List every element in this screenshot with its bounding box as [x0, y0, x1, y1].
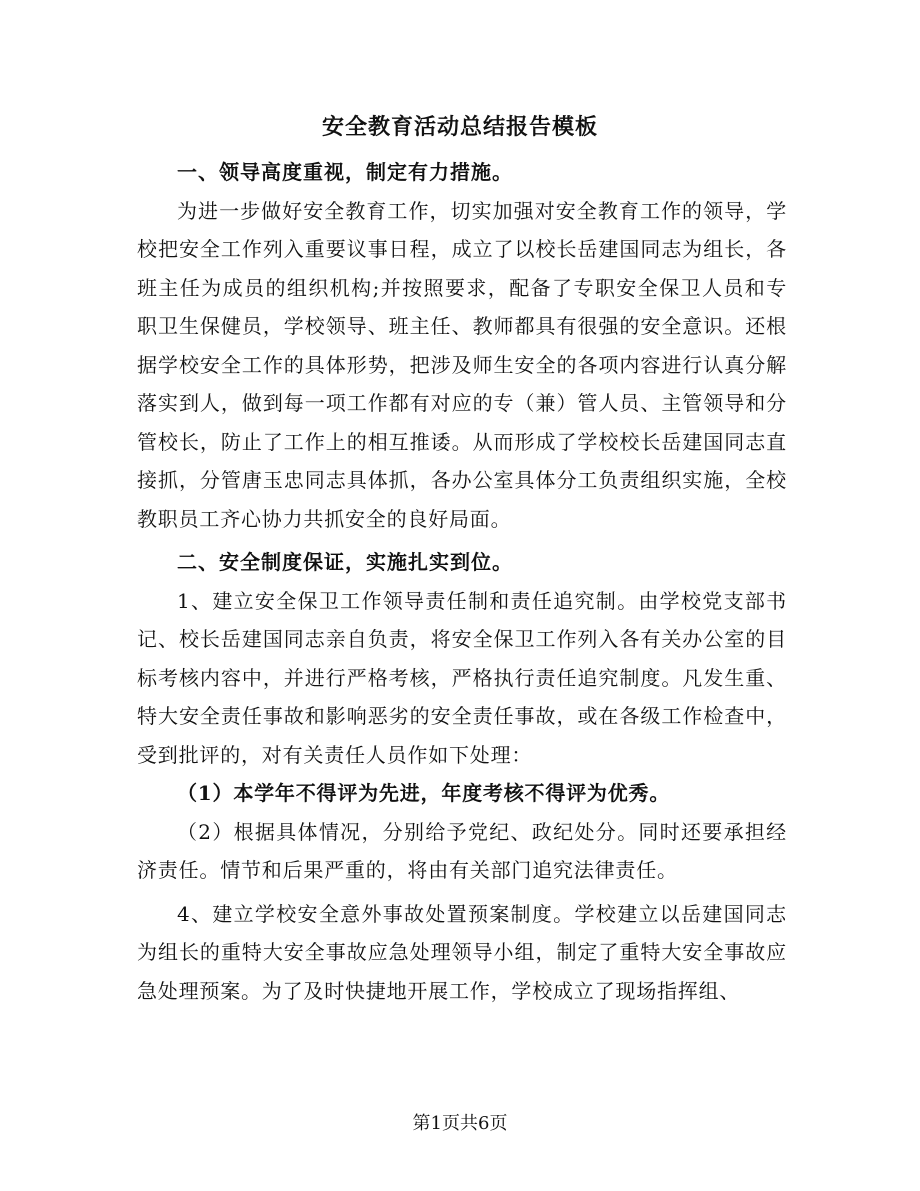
paragraph-responsibility: 1、建立安全保卫工作领导责任制和责任追究制。由学校党支部书记、校长岳建国同志亲自负责，将安全保卫工作列入各有关办公室的目标考核内容中，并进行严格考核，严格执行责任追究制度。凡发生重、特大安全责任事故和影响恶劣的安全责任事故，或在各级工作检查中，受到批评的，对有关责任人员作如下处理：: [137, 588, 787, 767]
document-title: 安全教育活动总结报告模板: [321, 114, 598, 140]
section-heading-1: 一、领导高度重视，制定有力措施。: [177, 160, 513, 184]
paragraph-emergency-plan: 4、建立学校安全意外事故处置预案制度。学校建立以岳建国同志为组长的重特大安全事故应急处理领导小组，制定了重特大安全事故应急处理预案。为了及时快捷地开展工作，学校成立了现场指挥组、: [137, 901, 787, 1003]
page-footer: 第1页共6页: [412, 1113, 508, 1134]
document-body: [137, 153, 787, 1010]
paragraph-item-1: （1）本学年不得评为先进，年度考核不得评为优秀。: [177, 781, 671, 805]
section-heading-2: 二、安全制度保证，实施扎实到位。: [177, 550, 513, 574]
paragraph-leadership: 为进一步做好安全教育工作，切实加强对安全教育工作的领导，学校把安全工作列入重要议事日程，成立了以校长岳建国同志为组长，各班主任为成员的组织机构;并按照要求，配备了专职安全保卫人员和专职卫生保健员，学校领导、班主任、教师都具有很强的安全意识。还根据学校安全工作的具体形势，把涉及师生安全的各项内容进行认真分解落实到人，做到每一项工作都有对应的专（兼）管人员、主管领导和分管校长，防止了工作上的相互推诿。从而形成了学校校长岳建国同志直接抓，分管唐玉忠同志具体抓，各办公室具体分工负责组织实施，全校教职员工齐心协力共抓安全的良好局面。: [137, 198, 787, 531]
paragraph-item-2: （2）根据具体情况，分别给予党纪、政纪处分。同时还要承担经济责任。情节和后果严重的，将由有关部门追究法律责任。: [137, 819, 787, 882]
